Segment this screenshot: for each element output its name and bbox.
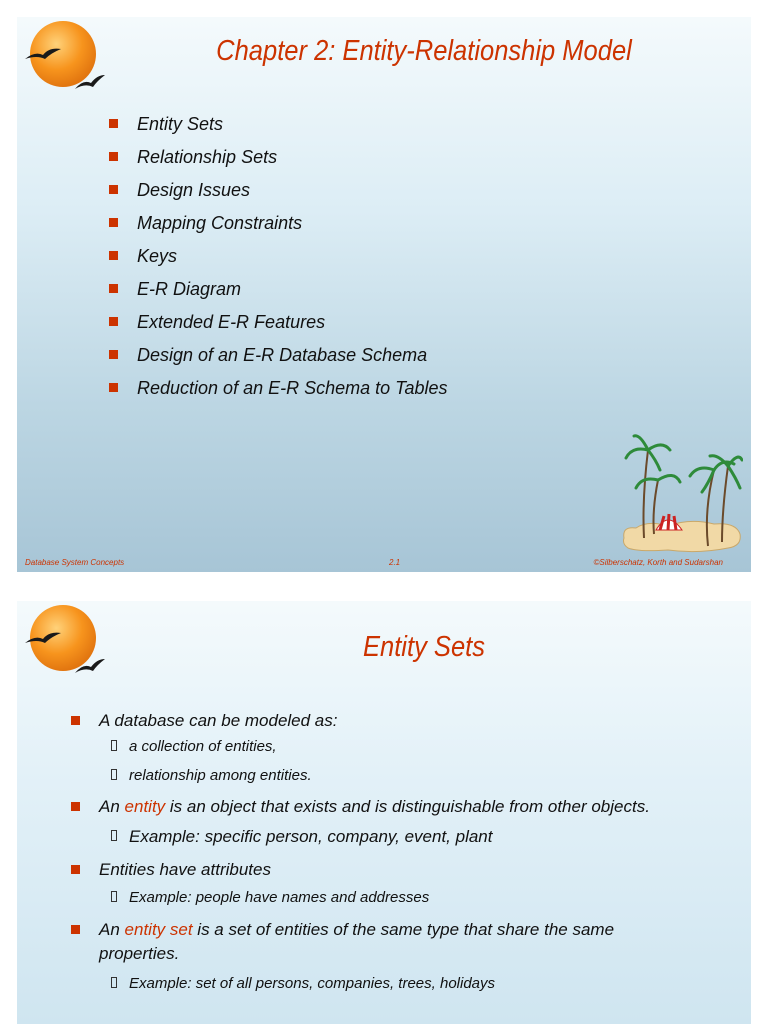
list-item [109, 213, 448, 246]
square-bullet-icon [109, 251, 118, 260]
list-item-label: Design of an E-R Database Schema [137, 345, 428, 365]
box-bullet-icon [111, 891, 117, 902]
sun-with-seagulls-icon [17, 601, 107, 681]
square-bullet-icon [109, 383, 118, 392]
slide-title: Chapter 2: Entity-Relationship Model [216, 35, 632, 67]
sun-with-seagulls-icon [17, 17, 107, 97]
sub-bullet-text: a collection of entities, [129, 738, 277, 755]
list-item-label: E-R Diagram [137, 279, 242, 299]
list-item [109, 345, 448, 378]
bullet-point [71, 858, 691, 882]
square-bullet-icon [71, 865, 80, 874]
bullet-text-suffix: is an object that exists and is distinguishable from other objects. [165, 797, 650, 816]
list-item [109, 147, 448, 180]
bullet-text: Entities have attributes [99, 860, 271, 879]
bullet-text-suffix: is a set of entities of the same type that share the same properties. [99, 920, 615, 963]
bullet-text-prefix: An [99, 920, 125, 939]
bullet-point [71, 795, 691, 819]
square-bullet-icon [71, 802, 80, 811]
list-item [109, 279, 448, 312]
list-item-label: Design Issues [137, 180, 251, 200]
footer-copyright: ©Silberschatz, Korth and Sudarshan [593, 558, 723, 567]
page-number: 2.1 [389, 558, 401, 567]
box-bullet-icon [111, 977, 117, 988]
term-entity-set: entity set [124, 920, 193, 939]
chapter-outline-list [109, 114, 448, 411]
sub-bullet-point [71, 766, 691, 786]
square-bullet-icon [71, 925, 80, 934]
square-bullet-icon [109, 152, 118, 161]
sub-bullet-point [71, 974, 691, 994]
square-bullet-icon [71, 716, 80, 725]
box-bullet-icon [111, 769, 117, 780]
list-item-label: Mapping Constraints [137, 213, 303, 233]
square-bullet-icon [109, 218, 118, 227]
slide-content [71, 709, 691, 994]
list-item [109, 246, 448, 279]
list-item-label: Extended E-R Features [137, 312, 326, 332]
list-item [109, 180, 448, 213]
box-bullet-icon [111, 740, 117, 751]
bullet-text: A database can be modeled as: [99, 711, 338, 730]
sub-bullet-point [71, 827, 691, 847]
list-item-label: Relationship Sets [137, 147, 278, 167]
slide-title: Entity Sets [363, 631, 485, 663]
term-entity: entity [124, 797, 166, 816]
box-bullet-icon [111, 830, 117, 841]
sub-bullet-point [71, 888, 691, 908]
list-item-label: Keys [137, 246, 178, 266]
sub-bullet-point [71, 737, 691, 757]
sub-bullet-text: relationship among entities. [129, 767, 312, 784]
palm-island-icon [618, 430, 743, 560]
slide-2 [17, 601, 751, 1024]
square-bullet-icon [109, 350, 118, 359]
square-bullet-icon [109, 317, 118, 326]
list-item-label: Reduction of an E-R Schema to Tables [137, 378, 448, 398]
bullet-point [71, 918, 691, 966]
list-item [109, 114, 448, 147]
sub-bullet-text: Example: people have names and addresses [129, 889, 430, 906]
square-bullet-icon [109, 284, 118, 293]
sub-bullet-text: Example: specific person, company, event, plant [129, 827, 493, 846]
sub-bullet-text: Example: set of all persons, companies, trees, holidays [129, 975, 496, 992]
slide-1 [17, 17, 751, 572]
list-item-label: Entity Sets [137, 114, 224, 134]
square-bullet-icon [109, 119, 118, 128]
bullet-point [71, 709, 691, 733]
footer-left: Database System Concepts [25, 558, 125, 567]
list-item [109, 378, 448, 411]
list-item [109, 312, 448, 345]
square-bullet-icon [109, 185, 118, 194]
bullet-text-prefix: An [99, 797, 125, 816]
